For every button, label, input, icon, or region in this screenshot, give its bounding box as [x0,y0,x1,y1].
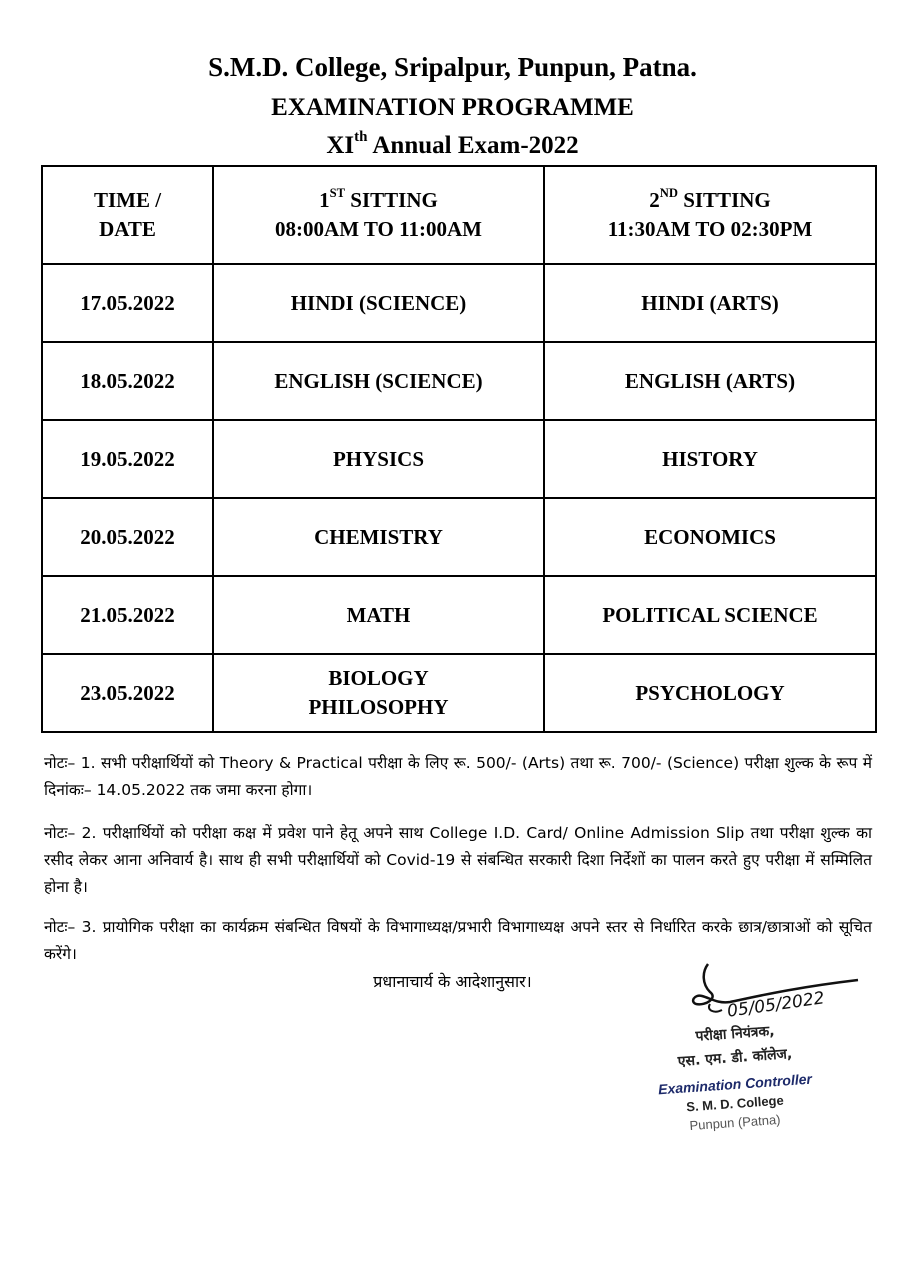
header-first-sitting [213,166,544,264]
row-second-sitting: ENGLISH (ARTS) [544,342,876,420]
table-row [42,420,876,498]
row-first-sitting: PHYSICS [213,420,544,498]
row-second-sitting: PSYCHOLOGY [544,654,876,732]
first-sitting-label [218,186,539,215]
row-first-sitting: CHEMISTRY [213,498,544,576]
exam-title [0,129,905,160]
stamp-title-english: Examination Controller [657,1070,813,1098]
stamp-title-hindi: परीक्षा नियंत्रक, [694,1023,776,1045]
row-date: 21.05.2022 [42,576,213,654]
row-date: 23.05.2022 [42,654,213,732]
header-time-label: TIME / [93,188,162,212]
first-sitting-time: 08:00AM TO 11:00AM [275,217,482,241]
second-sitting-number: 2 [649,188,660,212]
exam-prefix: XI [326,132,355,159]
table-row [42,264,876,342]
row-second-sitting: HINDI (ARTS) [544,264,876,342]
second-sitting-sup: ND [659,186,678,201]
row-first-sitting [213,654,544,732]
first-sitting-text: SITTING [345,188,438,212]
exam-superscript: th [354,129,368,146]
header-second-sitting [544,166,876,264]
header-time-date [42,166,213,264]
first-sitting-sup: ST [329,186,346,201]
row-date: 18.05.2022 [42,342,213,420]
stamp-college-english: S. M. D. College [685,1092,785,1115]
signature-date: 05/05/2022 [725,988,826,1022]
header-date-label: DATE [99,217,156,241]
table-row [42,576,876,654]
table-row [42,498,876,576]
row-first-sitting: MATH [213,576,544,654]
note-1: नोटः– 1. सभी परीक्षार्थियों को Theory & Practical परीक्षा के लिए रू. 500/- (Arts) तथा रू. 700/- (Science) परीक्षा शुल्क के रूप में दिनांकः– 14.05.2022 तक जमा करना होगा। [44,754,872,799]
note-3: नोटः– 3. प्रायोगिक परीक्षा का कार्यक्रम संबन्धित विषयों के विभागाध्यक्ष/प्रभारी विभागाध्यक्ष अपने स्तर से निर्धारित करके छात्र/छात्राओं को सूचित करेंगे। [44,918,872,963]
table-row [42,342,876,420]
first-sitting-number: 1 [319,188,330,212]
row-date: 19.05.2022 [42,420,213,498]
first-sitting-subject-1: BIOLOGY [328,666,429,690]
row-first-sitting: ENGLISH (SCIENCE) [213,342,544,420]
second-sitting-label [549,186,871,215]
table-row [42,654,876,732]
programme-title: EXAMINATION PROGRAMME [271,94,634,121]
row-first-sitting: HINDI (SCIENCE) [213,264,544,342]
exam-suffix: Annual Exam-2022 [367,132,579,159]
note-2: नोटः– 2. परीक्षार्थियों को परीक्षा कक्ष में प्रवेश पाने हेतू अपने साथ College I.D. Card/ Online Admission Slip तथा परीक्षा शुल्क का रसीद लेकर आना अनिवार्य है। साथ ही सभी परीक्षार्थियों को Covid-19 से संबन्धित सरकारी दिशा निर्देशों का पालन करते हुए परीक्षा में सम्मिलित होना है। [44,824,872,896]
principal-order-text: प्रधानाचार्य के आदेशानुसार। [373,972,532,991]
table-header-row [42,166,876,264]
college-title: S.M.D. College, Sripalpur, Punpun, Patna. [208,52,697,82]
first-sitting-subject-2: PHILOSOPHY [308,695,449,719]
row-second-sitting: ECONOMICS [544,498,876,576]
row-date: 20.05.2022 [42,498,213,576]
row-second-sitting: POLITICAL SCIENCE [544,576,876,654]
stamp-college-hindi: एस. एम. डी. कॉलेज, [677,1046,793,1070]
row-date: 17.05.2022 [42,264,213,342]
exam-schedule-table [41,165,877,733]
second-sitting-text: SITTING [677,188,771,212]
second-sitting-time: 11:30AM TO 02:30PM [607,217,813,241]
stamp-location: Punpun (Patna) [689,1111,781,1134]
row-second-sitting: HISTORY [544,420,876,498]
